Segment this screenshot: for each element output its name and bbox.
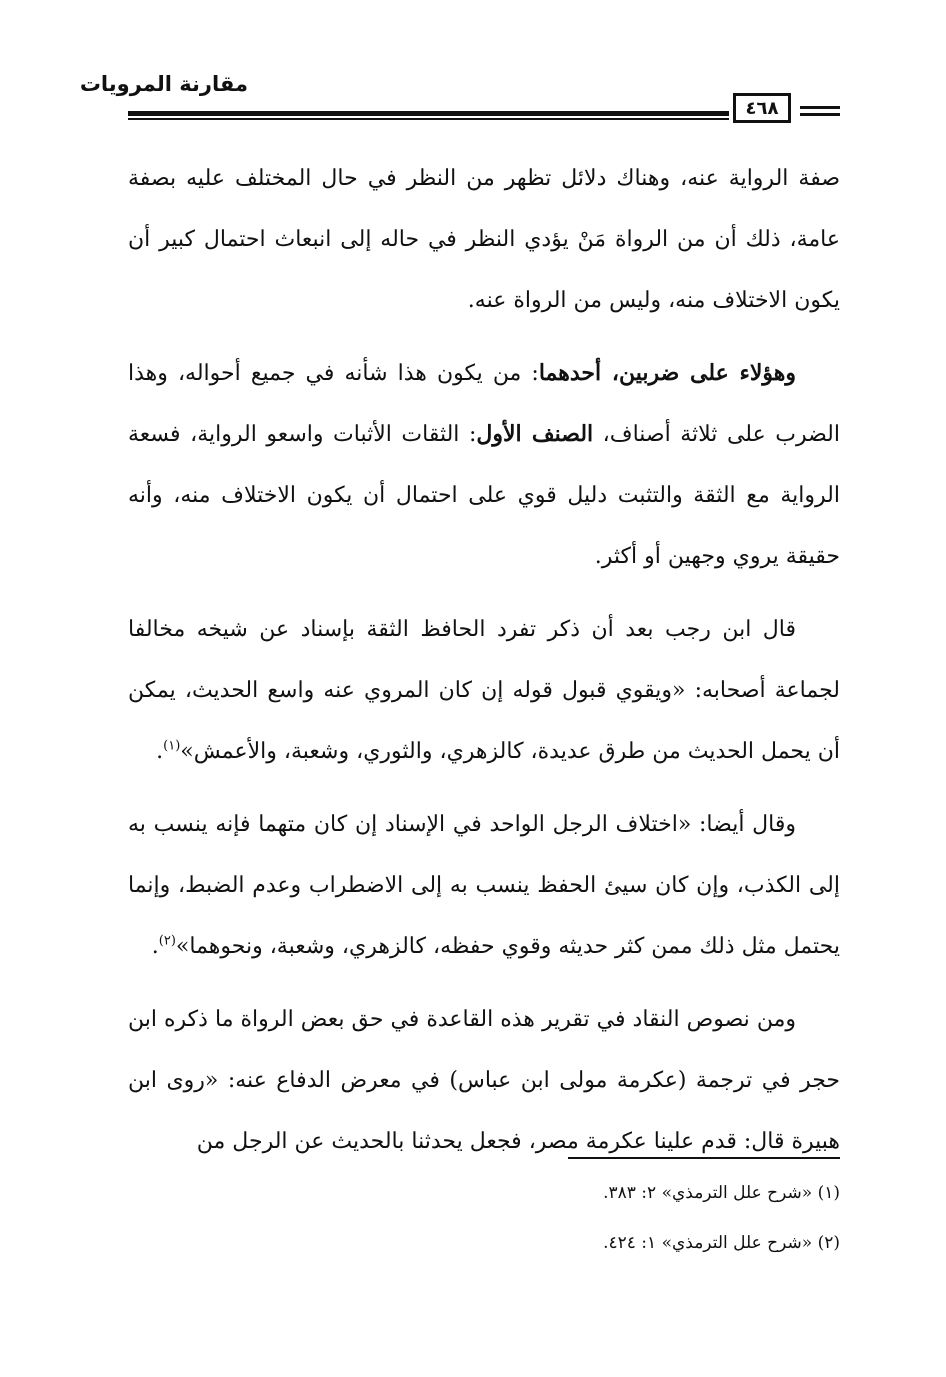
paragraph-2 <box>128 343 840 587</box>
paragraph-4-period: . <box>151 934 159 959</box>
paragraph-2-text-b: : الثقات الأثبات واسعو الرواية، فسعة الرواية مع الثقة والتثبت دليل قوي على احتمال أن يكون الاختلاف منه، وأنه حقيقة يروي وجهين أو أكثر. <box>128 422 840 569</box>
paragraph-3 <box>128 599 840 782</box>
footnote-ref-1[interactable]: (١) <box>163 738 181 754</box>
header-rule-right-bottom <box>800 113 840 116</box>
paragraph-3-period: . <box>156 739 164 764</box>
bold-phrase-first-class: الصنف الأول <box>476 421 594 447</box>
header-rule-thick <box>128 111 729 116</box>
paragraph-1: صفة الرواية عنه، وهناك دلائل تظهر من النظر في حال المختلف عليه بصفة عامة، ذلك أن من الرواة مَنْ يؤدي النظر في حاله إلى انبعاث احتمال كبير أن يكون الاختلاف منه، وليس من الرواة عنه. <box>128 166 840 313</box>
header-rule-right-top <box>800 106 840 109</box>
footnote-separator <box>568 1157 840 1159</box>
page-number <box>733 93 791 123</box>
book-title: مقارنة المرويات <box>79 72 248 96</box>
paragraph-4-text: وقال أيضا: «اختلاف الرجل الواحد في الإسناد إن كان متهما فإنه ينسب به إلى الكذب، وإن كان سيئ الحفظ ينسب به إلى الاضطراب وعدم الضبط، وإنما يحتمل مثل ذلك ممن كثر حديثه وقوي حفظه، كالزهري، وشعبة، ونحوهما» <box>128 812 840 959</box>
footnotes <box>128 1178 840 1278</box>
paragraph-3-text: قال ابن رجب بعد أن ذكر تفرد الحافظ الثقة بإسناد عن شيخه مخالفا لجماعة أصحابه: «ويقوي قبول قوله إن كان المروي عنه واسع الحديث، يمكن أن يحمل الحديث من طرق عديدة، كالزهري، والثوري، وشعبة، والأعمش» <box>128 617 840 764</box>
paragraph-2-text-a: : من يكون هذا شأنه في جميع أحواله، وهذا الضرب على ثلاثة أصناف، <box>128 361 840 447</box>
bold-phrase-categories: وهؤلاء على ضربين، أحدهما <box>538 360 797 386</box>
footnote-1: (١) «شرح علل الترمذي» ٢: ٣٨٣. <box>603 1183 840 1203</box>
footnote-2: (٢) «شرح علل الترمذي» ١: ٤٢٤. <box>603 1233 840 1253</box>
paragraph-5: ومن نصوص النقاد في تقرير هذه القاعدة في حق بعض الرواة ما ذكره ابن حجر في ترجمة (عكرمة مولى ابن عباس) في معرض الدفاع عنه: «روى ابن هبيرة قال: قدم علينا عكرمة مصر، فجعل يحدثنا بالحديث عن الرجل من <box>128 1007 840 1154</box>
footnote-ref-2[interactable]: (٢) <box>158 933 176 949</box>
body-text <box>128 148 840 1184</box>
header-rule-thin <box>128 118 729 120</box>
paragraph-4 <box>128 794 840 977</box>
page-number-text: ٤٦٨ <box>745 97 779 119</box>
